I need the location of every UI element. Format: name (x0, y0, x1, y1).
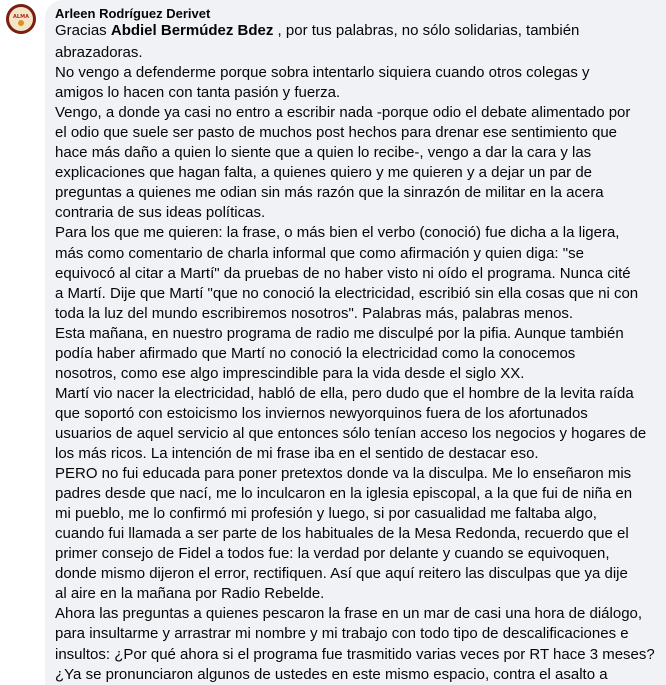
comment-line (55, 22, 579, 39)
comment-line: al aire en la mañana por Radio Rebelde. (55, 585, 325, 603)
comment-line: el odio que suele ser pasto de muchos post hechos para drenar ese sentimiento que (55, 124, 618, 142)
comment-line: podía haber afirmado que Martí no conoció la electricidad como la conocemos (55, 344, 576, 362)
avatar-logo-text: ALMA (13, 14, 29, 20)
comment-line: mi pueblo, me lo confirmó mi profesión y luego, si por casualidad me faltaba algo, (55, 505, 597, 523)
comment-line: más como comentario de charla informal que como afirmación y quien diga: "se (55, 244, 584, 262)
avatar-logo-icon (9, 7, 33, 31)
comment-line: contraria de sus ideas políticas. (55, 204, 266, 222)
comment-text: Gracias (55, 22, 111, 39)
comment-line: explicaciones que hagan falta, a quienes quiero y me quieren y a dejar un par de (55, 164, 593, 182)
comment-line: amigos lo hacen con tanta pasión y fuerza. (55, 84, 341, 102)
comment-line: Ahora las preguntas a quienes pescaron la frase en un mar de casi una hora de diálogo, (55, 605, 643, 623)
comment-line: equivocó al citar a Martí" da pruebas de no haber visto ni oído el programa. Nunca cité (55, 264, 631, 282)
comment-line: que soportó con estoicismo los inviernos newyorquinos fuera de los afortunados (55, 404, 588, 422)
comment-line: insultos: ¿Por qué ahora si el programa fue trasmitido varias veces por RT hace 3 meses? (55, 645, 655, 663)
comment-bubble (45, 0, 666, 685)
comment-line: hace más daño a quien lo siente que a quien lo recibe-, vengo a dar la cara y las (55, 144, 592, 162)
comment-line: Vengo, a donde ya casi no entro a escribir nada -porque odio el debate alimentado por (55, 104, 631, 122)
avatar-logo-dot-icon (18, 20, 24, 26)
comment-line: No vengo a defenderme porque sobra intentarlo siquiera cuando otros colegas y (55, 64, 590, 82)
comment-line: usuarios de aquel servicio al que entonces sólo tenían acceso los negocios y hogares de (55, 424, 647, 442)
comment-line: toda la luz del mundo escribiremos nosotros". Palabras más, palabras menos. (55, 304, 574, 322)
mention-link[interactable]: Abdiel Bermúdez Bdez (110, 22, 274, 39)
comment-line: PERO no fui educada para poner pretextos donde va la disculpa. Me lo enseñaron mis (55, 465, 632, 483)
comment-text: , por tus palabras, no sólo solidarias, también (273, 22, 580, 39)
comment-line: padres desde que nací, me lo inculcaron en la iglesia episcopal, a la que fui de niña en (55, 485, 633, 503)
comment-line: donde mismo dijeron el error, rectifiquen. Así que aquí reitero las disculpas que ya dije (55, 565, 628, 583)
comment-line: los más ricos. La intención de mi frase iba en el sentido de destacar eso. (55, 445, 539, 462)
comment-line: abrazadoras. (55, 44, 143, 61)
comment-line: Esta mañana, en nuestro programa de radio me disculpé por la pifia. Aunque también (55, 324, 624, 342)
comment-author[interactable]: Arleen Rodríguez Derivet (55, 6, 211, 21)
comment-line: a Martí. Dije que Martí "que no conoció la electricidad, escribió sin ella cosas que ni con (55, 284, 639, 302)
comment-line: Martí vio nacer la electricidad, habló de ella, pero dudo que el hombre de la levita raída (55, 384, 634, 402)
comment-line: cuando fui llamada a ser parte de los habituales de la Mesa Redonda, recuerdo que el (55, 525, 629, 543)
comment-line: nosotros, como ese algo imprescindible para la vida desde el siglo XX. (55, 364, 525, 382)
comment-line: primer consejo de Fidel a todos fue: la verdad por delante y cuando se equivoquen, (55, 545, 610, 563)
comment-line: para insultarme y arrastrar mi nombre y mi trabajo con todo tipo de descalificaciones e (55, 625, 629, 643)
comment-line: Para los que me quieren: la frase, o más bien el verbo (conoció) fue dicha a la ligera, (55, 224, 620, 242)
comment-line: preguntas a quienes me odian sin más razón que la sinrazón de militar en la acera (55, 184, 604, 202)
avatar[interactable] (6, 4, 36, 34)
comment-line: ¿Ya se pronunciaron algunos de ustedes en este mismo espacio, contra el asalto a (55, 665, 608, 683)
